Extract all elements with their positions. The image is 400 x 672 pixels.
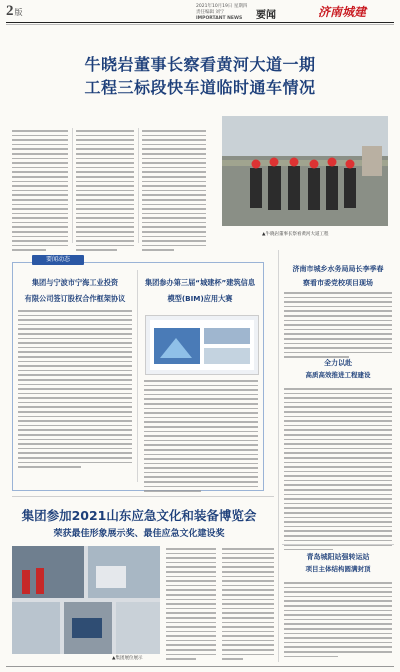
- page-suffix: 版: [14, 8, 23, 17]
- bottom-subheadline: 荣获最佳形象展示奖、最佳应急文化建设奖: [53, 529, 225, 539]
- box-headline-left-line1: 集团与宁波市宁海工业投资: [31, 278, 119, 287]
- masthead-meta: [196, 4, 247, 22]
- box-headline-right: [140, 277, 260, 304]
- box-article-right-body: [144, 380, 258, 495]
- right-item3-body: [284, 582, 392, 660]
- paper-logo: 济南城建: [318, 5, 367, 19]
- box-headline-right-line1: 集团参办第三届“城建杯”建筑信息: [144, 278, 256, 287]
- box-headline-right-line2: 模型(BIM)应用大赛: [167, 294, 233, 303]
- bim-model-image: [146, 316, 258, 374]
- date-line: 2021年10月19日 星期四: [196, 4, 248, 9]
- column-rule: [72, 128, 73, 243]
- editor-line: 责任编辑 刘宁: [196, 10, 225, 15]
- photo3-caption: ▲集团展位展示: [112, 656, 143, 661]
- right-divider: [282, 544, 394, 545]
- article-body-col2: [76, 130, 134, 254]
- section-en: IMPORTANT NEWS: [196, 16, 243, 21]
- bim-screen-photo: [145, 315, 259, 375]
- exhibition-booth-image: [12, 546, 160, 654]
- right-item2-subtitle: 高质高效推进工程建设: [305, 371, 371, 379]
- right-item3-title: 青岛城阳站强转运站: [306, 553, 370, 561]
- masthead-rule: [6, 22, 394, 23]
- bottom-article-col1: [166, 548, 216, 663]
- article-body-col3: [142, 130, 206, 254]
- right-item3-subtitle: 项目主体结构圆满封顶: [305, 565, 371, 573]
- bottom-headline: 集团参加2021山东应急文化和装备博览会: [21, 508, 257, 523]
- site-inspection-photo: [222, 116, 388, 226]
- right-item1-title-line1: 济南市城乡水务局局长李季春: [292, 265, 384, 273]
- column-rule: [138, 128, 139, 243]
- right-item1-body: [284, 292, 392, 361]
- right-item2-body: [284, 388, 392, 553]
- bottom-article-col2: [222, 548, 274, 663]
- masthead-rule-thin: [6, 24, 394, 25]
- box-headline-left-line2: 有限公司签订股权合作框架协议: [24, 294, 126, 303]
- right-item1-title: [282, 264, 394, 289]
- column-rule: [137, 270, 138, 482]
- headline-line1: 牛晓岩董事长察看黄河大道一期: [84, 55, 316, 74]
- article-body-col1: [12, 130, 68, 254]
- news-tag: 要闻动态: [32, 255, 84, 265]
- bottom-divider: [12, 496, 274, 497]
- page-number-value: 2: [6, 3, 14, 19]
- page-foot-rule: [6, 666, 394, 667]
- right-item2-title: 全力以赴: [324, 359, 352, 367]
- page-number: [6, 3, 23, 20]
- right-column-rule: [278, 250, 279, 662]
- headline-line2: 工程三标段快车道临时通车情况: [84, 78, 316, 97]
- section-title: 要闻: [256, 10, 276, 21]
- right-item1-title-line2: 察看市委党校项目现场: [303, 279, 373, 287]
- box-article-left-body: [18, 310, 132, 471]
- photo1-caption: ▲牛晓岩董事长察看黄河大道工程: [262, 232, 329, 237]
- expo-photo: [12, 546, 160, 654]
- lead-photo: [222, 116, 388, 226]
- box-headline-left: [16, 277, 134, 304]
